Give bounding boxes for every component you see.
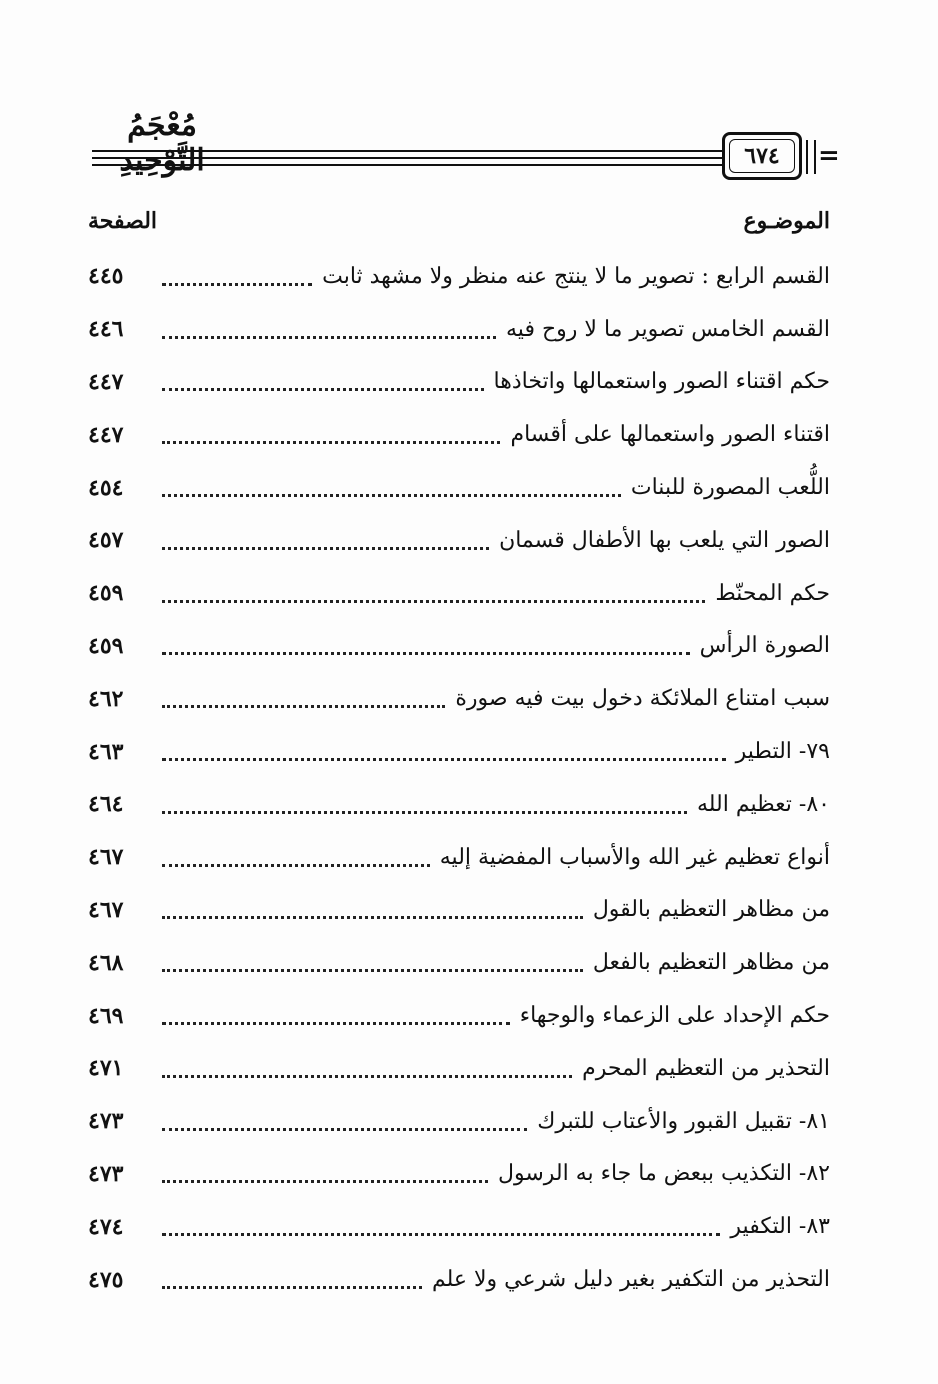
toc-entry: [88, 514, 830, 567]
dot-leader: [162, 758, 726, 761]
entry-page: ٤٧١: [88, 1055, 124, 1082]
page-column-heading: الصفحة: [88, 208, 158, 234]
entry-page: ٤٧٤: [88, 1213, 124, 1240]
entry-title: من مظاهر التعظيم بالقول: [592, 897, 830, 923]
toc-entry: [88, 356, 830, 409]
entry-title: حكم اقتناء الصور واستعمالها واتخاذها: [493, 369, 830, 395]
dot-leader: [162, 705, 445, 708]
entry-title: القسم الخامس تصوير ما لا روح فيه: [506, 316, 830, 342]
dot-leader: [162, 1128, 527, 1131]
entry-title: ٨٣- التكفير: [730, 1214, 830, 1240]
toc-entry: [88, 1200, 830, 1253]
entry-title: الصور التي يلعب بها الأطفال قسمان: [499, 527, 830, 553]
entry-title: ٨٢- التكذيب ببعض ما جاء به الرسول: [497, 1161, 830, 1187]
toc-entry: [88, 1095, 830, 1148]
dot-leader: [162, 547, 489, 550]
entry-title: القسم الرابع : تصوير ما لا ينتج عنه منظر ولا مشهد ثابت: [322, 263, 830, 289]
dot-leader: [162, 1286, 422, 1289]
entry-page: ٤٥٩: [88, 580, 124, 607]
header-rule: [92, 164, 722, 166]
table-of-contents: [88, 250, 830, 1306]
toc-entry: [88, 408, 830, 461]
dot-leader: [162, 600, 705, 603]
page-number-frame: [722, 132, 802, 180]
dot-leader: [162, 388, 484, 391]
header-rule: [92, 150, 722, 152]
toc-entry: [88, 1042, 830, 1095]
entry-title: التحذير من التعظيم المحرم: [582, 1055, 830, 1081]
entry-page: ٤٦٧: [88, 844, 124, 871]
entry-page: ٤٦٣: [88, 738, 124, 765]
entry-page: ٤٧٣: [88, 1108, 124, 1135]
entry-title: سبب امتناع الملائكة دخول بيت فيه صورة: [455, 686, 830, 712]
entry-title: التحذير من التكفير بغير دليل شرعي ولا علم: [431, 1267, 830, 1293]
toc-entry: [88, 672, 830, 725]
entry-page: ٤٧٣: [88, 1160, 124, 1187]
entry-page: ٤٥٤: [88, 474, 124, 501]
toc-entry: [88, 778, 830, 831]
frame-ornament: [806, 140, 816, 174]
entry-page: ٤٦٤: [88, 791, 124, 818]
topic-column-heading: الموضـوع: [743, 208, 830, 234]
toc-entry: [88, 461, 830, 514]
toc-entry: [88, 567, 830, 620]
entry-page: ٤٤٧: [88, 421, 124, 448]
entry-title: ٨١- تقبيل القبور والأعتاب للتبرك: [537, 1108, 830, 1134]
toc-entry: [88, 831, 830, 884]
toc-entry: [88, 620, 830, 673]
dot-leader: [162, 1233, 720, 1236]
entry-title: حكم المحنّط: [715, 580, 830, 606]
entry-page: ٤٦٨: [88, 949, 124, 976]
entry-page: ٤٥٧: [88, 527, 124, 554]
entry-title: من مظاهر التعظيم بالفعل: [592, 950, 830, 976]
dot-leader: [162, 1022, 510, 1025]
dot-leader: [162, 652, 690, 655]
dot-leader: [162, 811, 687, 814]
dot-leader: [162, 494, 621, 497]
toc-entry: [88, 250, 830, 303]
entry-page: ٤٤٥: [88, 263, 124, 290]
book-title: مُعْجَمُ التَّوْحِيدِ: [119, 108, 205, 178]
entry-title: الصورة الرأس: [699, 633, 830, 659]
entry-title: ٧٩- التطير: [735, 739, 830, 765]
entry-title: أنواع تعظيم غير الله والأسباب المفضية إليه: [439, 844, 830, 870]
side-mark: =: [818, 141, 840, 171]
dot-leader: [162, 336, 496, 339]
entry-title: ٨٠- تعظيم الله: [696, 791, 830, 817]
toc-entry: [88, 936, 830, 989]
toc-entry: [88, 1148, 830, 1201]
dot-leader: [162, 969, 583, 972]
entry-page: ٤٥٩: [88, 632, 124, 659]
dot-leader: [162, 1180, 488, 1183]
entry-page: ٤٦٧: [88, 896, 124, 923]
dot-leader: [162, 283, 312, 286]
dot-leader: [162, 864, 430, 867]
dot-leader: [162, 441, 500, 444]
toc-entry: [88, 884, 830, 937]
entry-title: حكم الإحداد على الزعماء والوجهاء: [519, 1003, 830, 1029]
entry-page: ٤٦٩: [88, 1002, 124, 1029]
entry-page: ٤٤٦: [88, 316, 124, 343]
toc-entry: [88, 725, 830, 778]
toc-entry: [88, 1253, 830, 1306]
entry-title: اللُّعب المصورة للبنات: [630, 475, 830, 501]
entry-title: اقتناء الصور واستعمالها على أقسام: [510, 422, 830, 448]
dot-leader: [162, 916, 583, 919]
entry-page: ٤٤٧: [88, 368, 124, 395]
dot-leader: [162, 1075, 572, 1078]
toc-entry: [88, 989, 830, 1042]
page-number: ٦٧٤: [729, 139, 795, 173]
entry-page: ٤٦٢: [88, 685, 124, 712]
toc-entry: [88, 303, 830, 356]
entry-page: ٤٧٥: [88, 1266, 124, 1293]
header-rule: [92, 157, 722, 159]
